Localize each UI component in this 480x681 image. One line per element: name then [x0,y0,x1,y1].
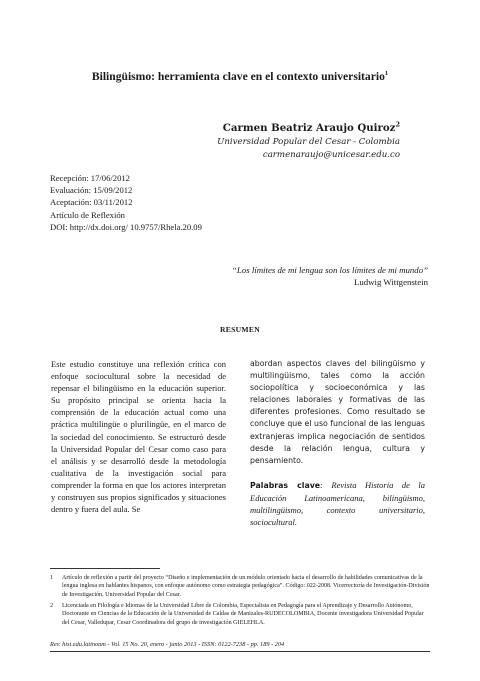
journal-citation-footer: Rev. hist.edu.latinoam - Vol. 15 No. 20, enero - junio 2013 - ISSN: 0122-7238 - pp. 189 - 204 [50,641,430,652]
footnote-divider [50,568,160,569]
keywords-text: : Revista Historia de la Educación Latinoamericana, bilingüismo, multilingüismo, contexto universitario, sociocultural. [250,479,426,528]
footnote-1 [50,574,430,599]
meta-evaluated: Evaluación: 15/09/2012 [50,185,133,196]
author-name: Carmen Beatriz Araujo Quiroz [222,122,396,134]
abstract-left-column [51,358,226,515]
epigraph-author: Ludwig Wittgenstein [353,277,428,287]
meta-received: Recepción: 17/06/2012 [50,173,130,183]
author-email: carmenaraujo@unicesar.edu.co [262,150,400,160]
author-block [217,122,400,163]
author-name-line [217,122,400,136]
author-affiliation: Universidad Popular del Cesar - Colombia [217,136,400,147]
abstract-heading: RESUMEN [219,325,261,334]
meta-article-type: Artículo de Reflexión [50,209,125,220]
title-footnote-marker: 1 [384,70,389,78]
footnote-number: 2 [50,602,54,609]
keywords-label: Palabras clave [250,480,321,490]
epigraph [232,264,428,288]
epigraph-quote: “Los límites de mi lengua son los límites de mi mundo” [232,265,428,275]
abstract-paragraph-left: Este estudio constituye una reflexión crítica con enfoque sociocultural sobre la necesidad de repensar el bilingüismo en la educación superior. Su propósito principal se orienta hacia la comprensión de la educación actual como una práctica multilingüe o plurilingüe, en el marco de la sociedad del conocimiento. Se estructuró desde la Universidad Popular del Cesar como caso para el análisis y se desarrolló desde la metodología cualitativa de la investigación social para comprender la forma en que los actores interpretan y construyen sus propios significados y situaciones dentro y fuera del aula. Se [51,359,226,515]
article-metadata [50,172,202,233]
abstract-paragraph-right: abordan aspectos claves del bilingüismo y multilingüismo, tales como la acción sociopolítica y socioeconómica y las relaciones laborales y formativas de las diferentes profesiones. Como resultado se concluye que el uso funcional de las lenguas extranjeras implica negociación de sentidos desde la relación lengua, cultura y pensamiento. [250,359,425,465]
article-title [0,70,480,83]
footnote-text: Artículo de reflexión a partir del proyecto “Diseño e implementación de un módulo orientado hacia el desarrollo de habilidades comunicativas de la lengua inglesa en hablantes hispanos, con enfoque autónomo como estrategia pedagógica”. Código: 022-2008. Vicerrectoría de Investigación-División de Investigación. Universidad Popular del Cesar. [62,575,430,598]
footnote-text: Licenciada en Filología e Idiomas de la Universidad Libre de Colombia, Especialista en Pedagogía para el Aprendizaje y Desarrollo Autónomo, Doctorante en Ciencias de la Educación de la Universidad de Caldas de Manizales-RUDECOLOMBIA, Docente investigadora Universidad Popular del Cesar, Valledupar, Cesar Coordinadora del grupo de investigación GIELEHLA. [62,602,424,626]
footnote-2 [50,602,430,627]
footnotes [50,574,430,629]
abstract-right-column [250,358,425,528]
keywords [250,479,425,528]
footnote-number: 1 [50,575,54,581]
meta-doi: DOI: http://dx.doi.org/ 10.9757/Rhela.20.09 [50,221,202,232]
meta-accepted: Aceptación: 03/11/2012 [50,197,133,208]
article-title-text: Bilingüismo: herramienta clave en el contexto universitario [91,70,385,83]
author-footnote-marker: 2 [395,120,400,129]
